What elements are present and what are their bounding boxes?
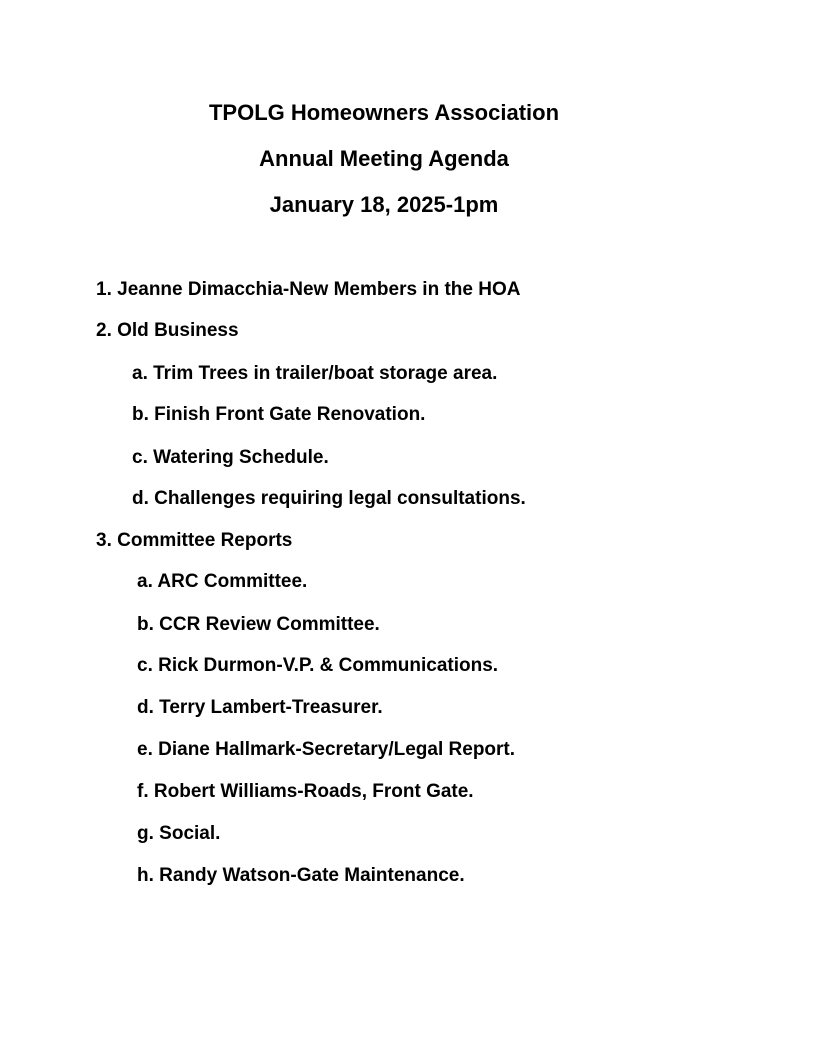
agenda-subitem: b. Finish Front Gate Renovation. (132, 404, 426, 425)
meeting-date: January 18, 2025-1pm (269, 192, 499, 217)
agenda-subitem: d. Challenges requiring legal consultations. (132, 488, 526, 509)
meeting-title: Annual Meeting Agenda (259, 146, 509, 171)
agenda-subitem: g. Social. (137, 823, 221, 844)
agenda-item-1: 1. Jeanne Dimacchia-New Members in the HOA (96, 279, 521, 300)
agenda-subitem: c. Rick Durmon-V.P. & Communications. (137, 655, 499, 676)
agenda-subitem: h. Randy Watson-Gate Maintenance. (137, 865, 465, 886)
agenda-subitem: c. Watering Schedule. (132, 447, 329, 468)
agenda-subitem: a. Trim Trees in trailer/boat storage area. (132, 363, 498, 384)
agenda-item-3: 3. Committee Reports (96, 530, 293, 551)
agenda-subitem: f. Robert Williams-Roads, Front Gate. (137, 781, 474, 802)
agenda-item-2: 2. Old Business (96, 320, 239, 341)
agenda-subitem: a. ARC Committee. (137, 571, 308, 592)
agenda-subitem: b. CCR Review Committee. (137, 614, 380, 635)
agenda-subitem: d. Terry Lambert-Treasurer. (137, 697, 383, 718)
agenda-subitem: e. Diane Hallmark-Secretary/Legal Report. (137, 739, 516, 760)
organization-title: TPOLG Homeowners Association (208, 100, 560, 125)
